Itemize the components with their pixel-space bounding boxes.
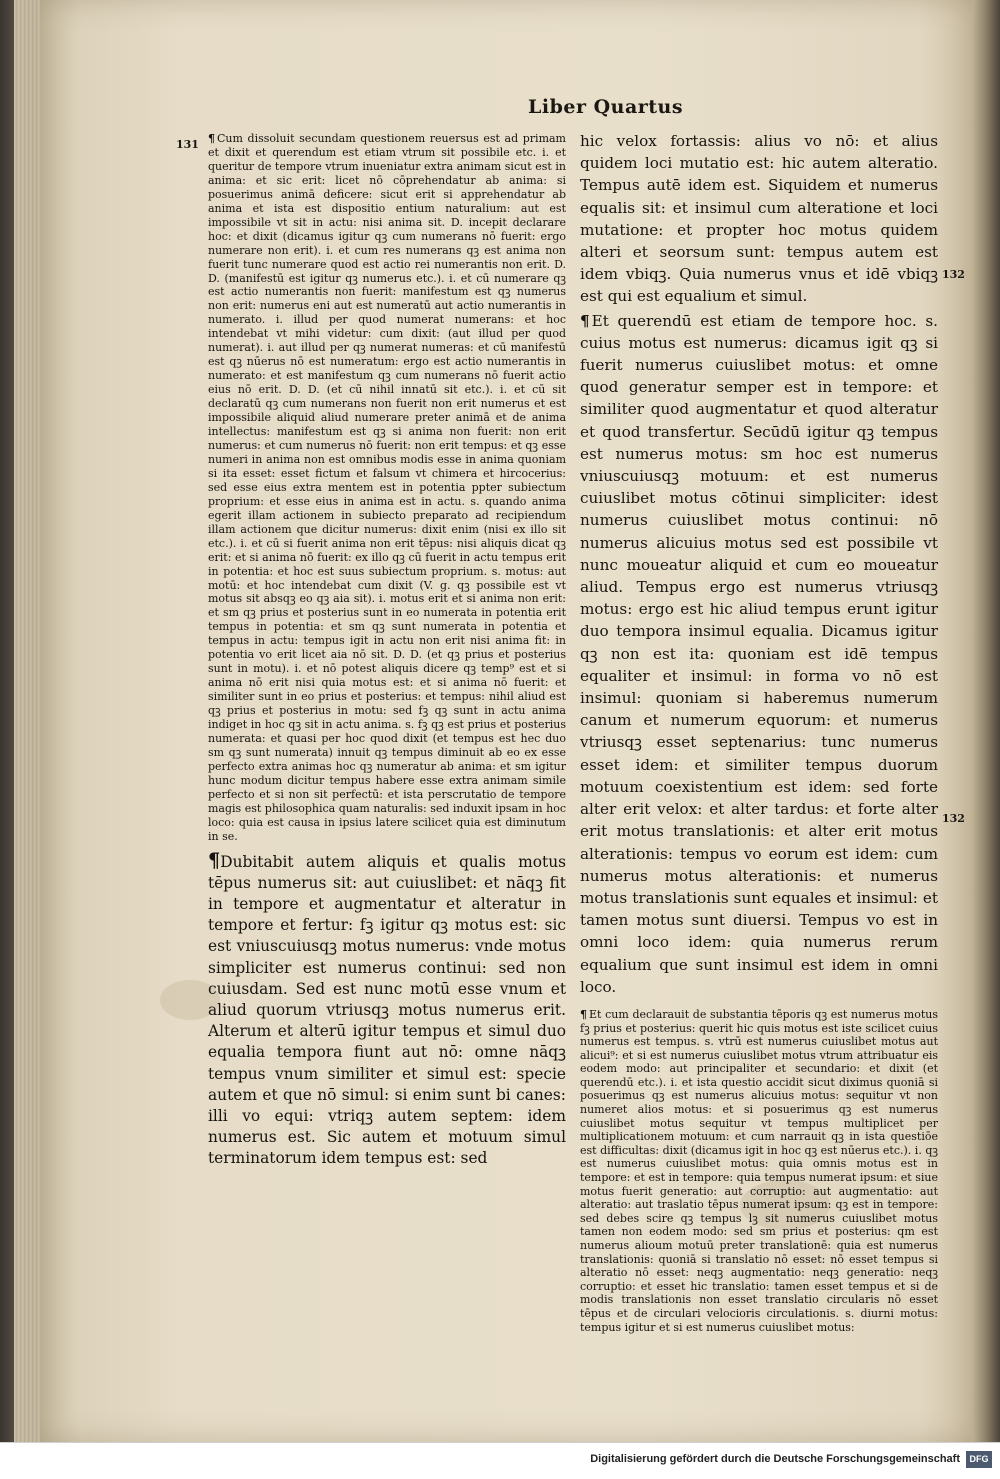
left-column (208, 132, 566, 1170)
commentary-text: Cum dissoluit secundam questionem reuersus est ad primam et dixit et querendum est etiam vtrum sit possibile etc. i. et queritur de tempore vtrum inueniatur extra animam sicut est in anima: et sic erit: licet nō cōprehendatur ab anima: si posuerimus animā deficere: sicut erit si apprehendatur ab anima et ista est dispositio entium naturalium: aut est impossibile vt sit in actu: nisi anima sit. D. incepit declarare hoc: et dixit (dicamus igitur qꝫ cum numerans nō fuerit: ergo numerare non erit). i. et cum res numerans qꝫ est anima non fuerit tunc numerare quod est actio rei numerantis non erit. D. D. (manifestū est igitur qꝫ numerus etc.). i. et cū numerare qꝫ est actio numerantis non fuerit: manifestum est qꝫ numerus non erit: numerus eni aut est numeratū aut actio numerantis in numerato. i. illud per quod numerat numerans: et hoc intendebat vt mihi videtur: cum dixit: (aut illud per quod numerat). i. aut illud per qꝫ numerat numeras: et cū manifestū est qꝫ nūerus nō est numeratum: ergo est actio numerantis in numerato: et est manifestum qꝫ cum numerans nō fuerit actio eius nō erit. D. D. (et cū nihil innatū sit etc.). i. et cū sit declaratū qꝫ cum numerans non fuerit non erit numerus et est impossibile aliquid aliud numerare preter animā et de anima intellectus: manifestum est qꝫ si anima non fuerit: non erit numerus: et cum numerus nō fuerit: non erit tempus: et qꝫ esse numeri in anima non est omnibus modis esse in anima quoniam si ita esset: esset fictum et falsum vt chimera et hircocerius: sed esse eius extra mentem est in potentia ppter subiectum proprium: et esse eius in anima est in actu. s. quando anima egerit illam actionem in subiecto preparato ad recipiendum illam actionem que dicitur numerus: dixit enim (nisi ex illo sit etc.). i. et cū si fuerit anima non erit tēpus: nisi aliquis dicat qꝫ erit: et si anima nō fuerit: ex illo qꝫ cū fuerit in actu tempus erit in potentia: et hoc est suus subiectum proprium. s. motus: aut motū: et hoc intendebat cum dixit (V. g. qꝫ possibile est vt motus sit absqꝫ eo qꝫ aia sit). i. motus erit et si anima non erit: et sm qꝫ prius et posterius sunt in eo numerata in potentia erit tempus in potentia: et sm qꝫ sunt numerata in potentia et tempus in actu: tempus igit in actu non erit nisi anima fit: in potentia vo erit licet aia nō sit. D. D. (et qꝫ prius et posterius sunt in motu). i. et nō potest aliquis dicere qꝫ temp⁹ est et si anima nō erit nisi quia motus est: et si anima nō fuerit: et similiter sunt in eo prius et posterius: et tempus: nihil aliud est qꝫ prius et posterius in motu: sed fꝫ qꝫ sunt in actu anima indiget in hoc qꝫ sit in actu anima. s. fꝫ qꝫ est prius et posterius numerata: et quasi per hoc quod dixit (et tempus est hec duo sm qꝫ sunt numerata) innuit qꝫ tempus diminuit ab eo ex esse perfecto extra animas hoc qꝫ numeratur ab anima: et sm igitur hunc modum dicitur tempus habere esse extra animam simile perfecto et si non sit perfectū: et ista perscrutatio de tempore magis est philosophica quam naturalis: sed induxit ipsam in hoc loco: quia est causa in ipsius latere scilicet quia est diminutum in se. (208, 132, 566, 843)
right-column (580, 130, 938, 1334)
margin-number: 132 (942, 268, 965, 281)
footer-bar (0, 1442, 1000, 1479)
commentary-text: Et cum declarauit de substantia tēporis qꝫ est numerus motus fꝫ prius et posterius: querit hic quis motus est iste scilicet cuius numerus est tempus. s. vtrū est numerus cuiuslibet motus aut alicui⁹: et si est numerus cuiuslibet motus vtrum attribuatur eis eodem modo: aut principaliter et secundario: et dixit (et querendū etc.). i. et ista questio accidit sicut diximus quoniā si posuerimus qꝫ est numerus alicuius motus: sequitur vt non numeret alios motus: et si posuerimus qꝫ est numerus cuiuslibet motus sequitur vt tempus multiplicet per multiplicationem motuum: et cum narrauit qꝫ in ista questiōe est difficultas: dixit (dicamus igit in hoc qꝫ est nūerus etc.). i. qꝫ est numerus cuiuslibet motus: quia omnis motus est in tempore: et est in tempore: quia tempus numerat ipsum: et siue motus fuerit generatio: aut corruptio: aut augmentatio: aut alteratio: aut traslatio tēpus numerat ipsum: qꝫ est in tempore: sed debes scire qꝫ tempus lꝫ sit numerus cuiuslibet motus tamen non eodem modo: sed sm prius et posterius: qm est numerus alioum motuū preter translationē: quia est numerus translationis: quoniā si translatio nō esset: nō esset tempus si alteratio nō esset: neqꝫ augmentatio: neqꝫ generatio: neqꝫ corruptio: et esset hic translatio: tamen esset tempus et si de modis translationis non esset translatio circularis nō esset tēpus et de circulari velocioris circulationis. s. diurni motus: tempus igitur et si est numerus cuiuslibet motus: (580, 1007, 938, 1334)
pilcrow-icon: ¶ (580, 1007, 587, 1021)
commentary-block (208, 132, 566, 844)
aristotle-text: Dubitabit autem aliquis et qualis motus tēpus numerus sit: aut cuiuslibet: et nāqꝫ fit in tempore et augmentatur et alteratur in tempore et fertur: fꝫ igitur qꝫ motus est: sic est vniuscuiusqꝫ motus numerus: vnde motus simpliciter est numerus continui: sed non cuiusdam. Sed est nunc motū esse vnum et aliud quorum vtriusqꝫ motus numerus erit. Alterum et alterū igitur tempus et simul duo equalia tempora fiunt aut nō: omne nāqꝫ tempus vnum similiter et simul est: specie autem et que nō simul: si enim sunt bi canes: illi vo equi: vtriqꝫ autem septem: idem numerus est. Sic autem et motuum simul terminatorum idem tempus est: sed (208, 852, 566, 1168)
margin-number: 131 (176, 138, 199, 151)
running-head: Liber Quartus (528, 96, 684, 118)
commentary-large-block (580, 310, 938, 998)
dfg-logo-icon: DFG (966, 1451, 992, 1468)
funding-credit: Digitalisierung gefördert durch die Deutsche Forschungsgemeinschaft (590, 1453, 960, 1465)
aristotle-text: hic velox fortassis: alius vo nō: et alius quidem loci mutatio est: hic autem alteratio. Tempus autē idem est. Siquidem et numerus equalis sit: et insimul cum alteratione et loci mutatione: et propter hoc motus quidem alteri et seorsum sunt: tempus autem est idem vbiqꝫ. Quia numerus vnus et idē vbiqꝫ est qui est equalium et simul. (580, 132, 938, 306)
aristotle-text-block (580, 130, 938, 308)
page-edge-right (972, 0, 1000, 1442)
commentary-block (580, 1008, 938, 1334)
margin-number: 132 (942, 812, 965, 825)
page-edges-left (14, 0, 42, 1442)
pilcrow-icon: ¶ (580, 311, 590, 330)
pilcrow-icon: ¶ (208, 132, 215, 145)
commentary-text: Et querendū est etiam de tempore hoc. s. cuius motus est numerus: dicamus igit qꝫ si fuerit numerus cuiuslibet motus: et omne quod generatur semper est in tempore: et similiter quod augmentatur et quod alteratur et quod transfertur. Secūdū igitur qꝫ tempus est numerus motus: sm hoc est numerus vniuscuiusqꝫ motuum: et est numerus cuiuslibet motus cōtinui simpliciter: idest numerus cuiuslibet motus continui: nō numerus alicuius motus sed est possibile vt nunc moueatur aliquid et cum eo moueatur aliud. Tempus ergo est numerus vtriusqꝫ motus: ergo est hic aliud tempus erunt igitur duo tempora insimul equalia. Dicamus igitur qꝫ non est ita: quoniam est idē tempus equaliter et insimul: in forma vo nō est insimul: quoniam si haberemus numerum canum et numerum equorum: et numerus vtriusqꝫ esset septenarius: tunc numerus esset idem: et similiter tempus duorum motuum coexistentium est idem: sed forte alter erit velox: et alter tardus: et forte alter erit motus translationis: et alter erit motus alterationis: tempus vo eorum est idem: cum numerus motus alterationis: et numerus motus translationis sunt equales et insimul: et tamen motus sunt diuersi. Tempus vo est in omni loco idem: quia numerus rerum equalium que sunt insimul est idem in omni loco. (580, 311, 938, 996)
initial-d-icon: ¶ (208, 848, 221, 872)
aristotle-text-block (208, 850, 566, 1170)
